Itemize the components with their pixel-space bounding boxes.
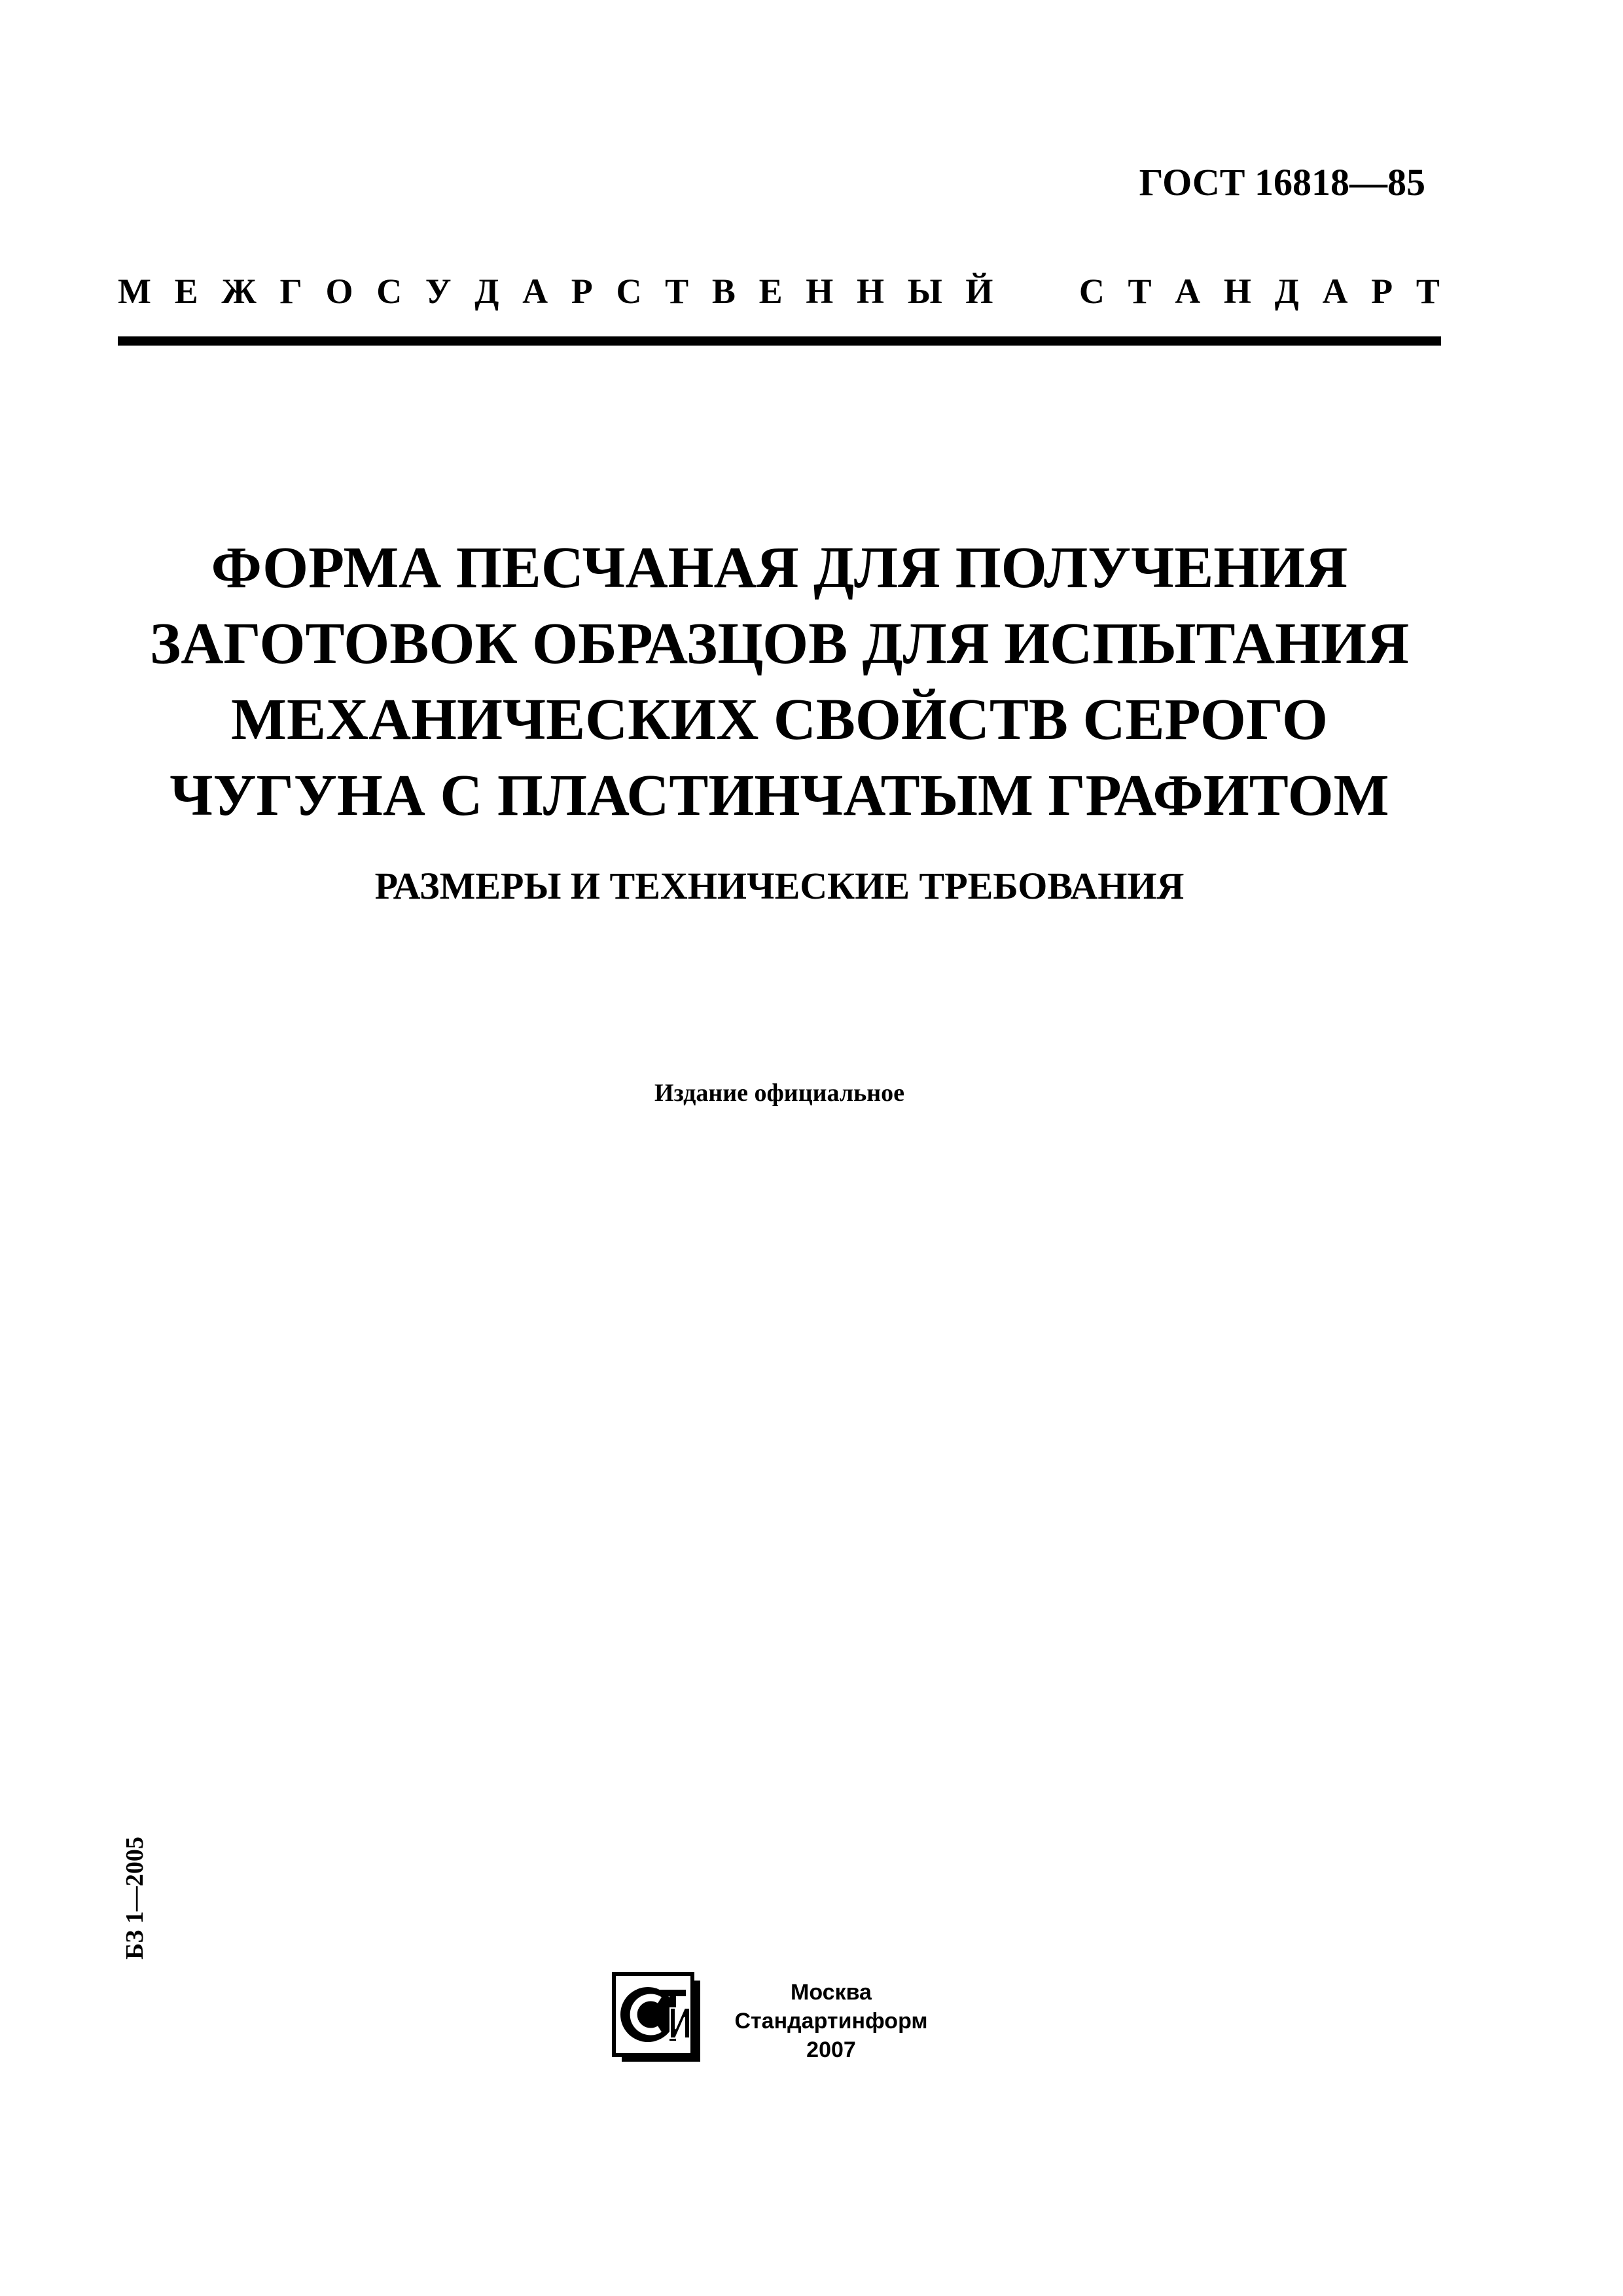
logo-graphic (609, 1970, 704, 2066)
interstate-letter: А (1322, 272, 1348, 311)
interstate-letter: Р (1371, 272, 1393, 311)
interstate-letter: Т (1416, 272, 1440, 311)
publisher-block (720, 1978, 942, 2064)
publisher-city: Москва (791, 1980, 872, 2005)
side-catalog-code-text: БЗ 1—2005 (121, 1837, 149, 1960)
interstate-letter: Г (279, 272, 302, 311)
interstate-letter: Р (571, 272, 593, 311)
title-line-4: ЧУГУНА С ПЛАСТИНЧАТЫМ ГРАФИТОМ (169, 763, 1389, 828)
interstate-letter: С (1079, 272, 1105, 311)
interstate-letter: О (325, 272, 353, 311)
interstate-letter: В (711, 272, 736, 311)
header-rule (118, 336, 1441, 346)
title-line-2: ЗАГОТОВОК ОБРАЗЦОВ ДЛЯ ИСПЫТАНИЯ (149, 611, 1410, 676)
interstate-letter: Т (665, 272, 689, 311)
interstate-letter: Н (806, 272, 834, 311)
interstate-letter: С (376, 272, 402, 311)
interstate-standard-heading (118, 262, 1440, 321)
publisher-year: 2007 (806, 2037, 856, 2062)
interstate-letter: Е (174, 272, 198, 311)
title-line-1: ФОРМА ПЕСЧАНАЯ ДЛЯ ПОЛУЧЕНИЯ (211, 535, 1348, 600)
interstate-letter: Н (1223, 272, 1251, 311)
interstate-letter: Н (857, 272, 885, 311)
title-line-3: МЕХАНИЧЕСКИХ СВОЙСТВ СЕРОГО (231, 687, 1328, 752)
interstate-letter: Д (1274, 272, 1299, 311)
document-title (118, 530, 1441, 834)
interstate-letter: У (425, 272, 452, 311)
interstate-letter: М (118, 272, 151, 311)
interstate-letter: Д (474, 272, 499, 311)
interstate-letter: Е (758, 272, 783, 311)
interstate-letter: А (522, 272, 548, 311)
interstate-letter: Ы (907, 272, 942, 311)
interstate-letter: Ж (221, 272, 257, 311)
standartinform-logo-icon (609, 1970, 704, 2066)
publisher-name: Стандартинформ (734, 2009, 928, 2034)
document-subtitle: РАЗМЕРЫ И ТЕХНИЧЕСКИЕ ТРЕБОВАНИЯ (374, 865, 1185, 907)
interstate-letter: С (616, 272, 642, 311)
interstate-letter: А (1175, 272, 1201, 311)
interstate-letter: Й (965, 272, 993, 311)
edition-note: Издание официальное (654, 1079, 904, 1107)
document-code: ГОСТ 16818—85 (1139, 161, 1425, 204)
interstate-letter: Т (1128, 272, 1152, 311)
